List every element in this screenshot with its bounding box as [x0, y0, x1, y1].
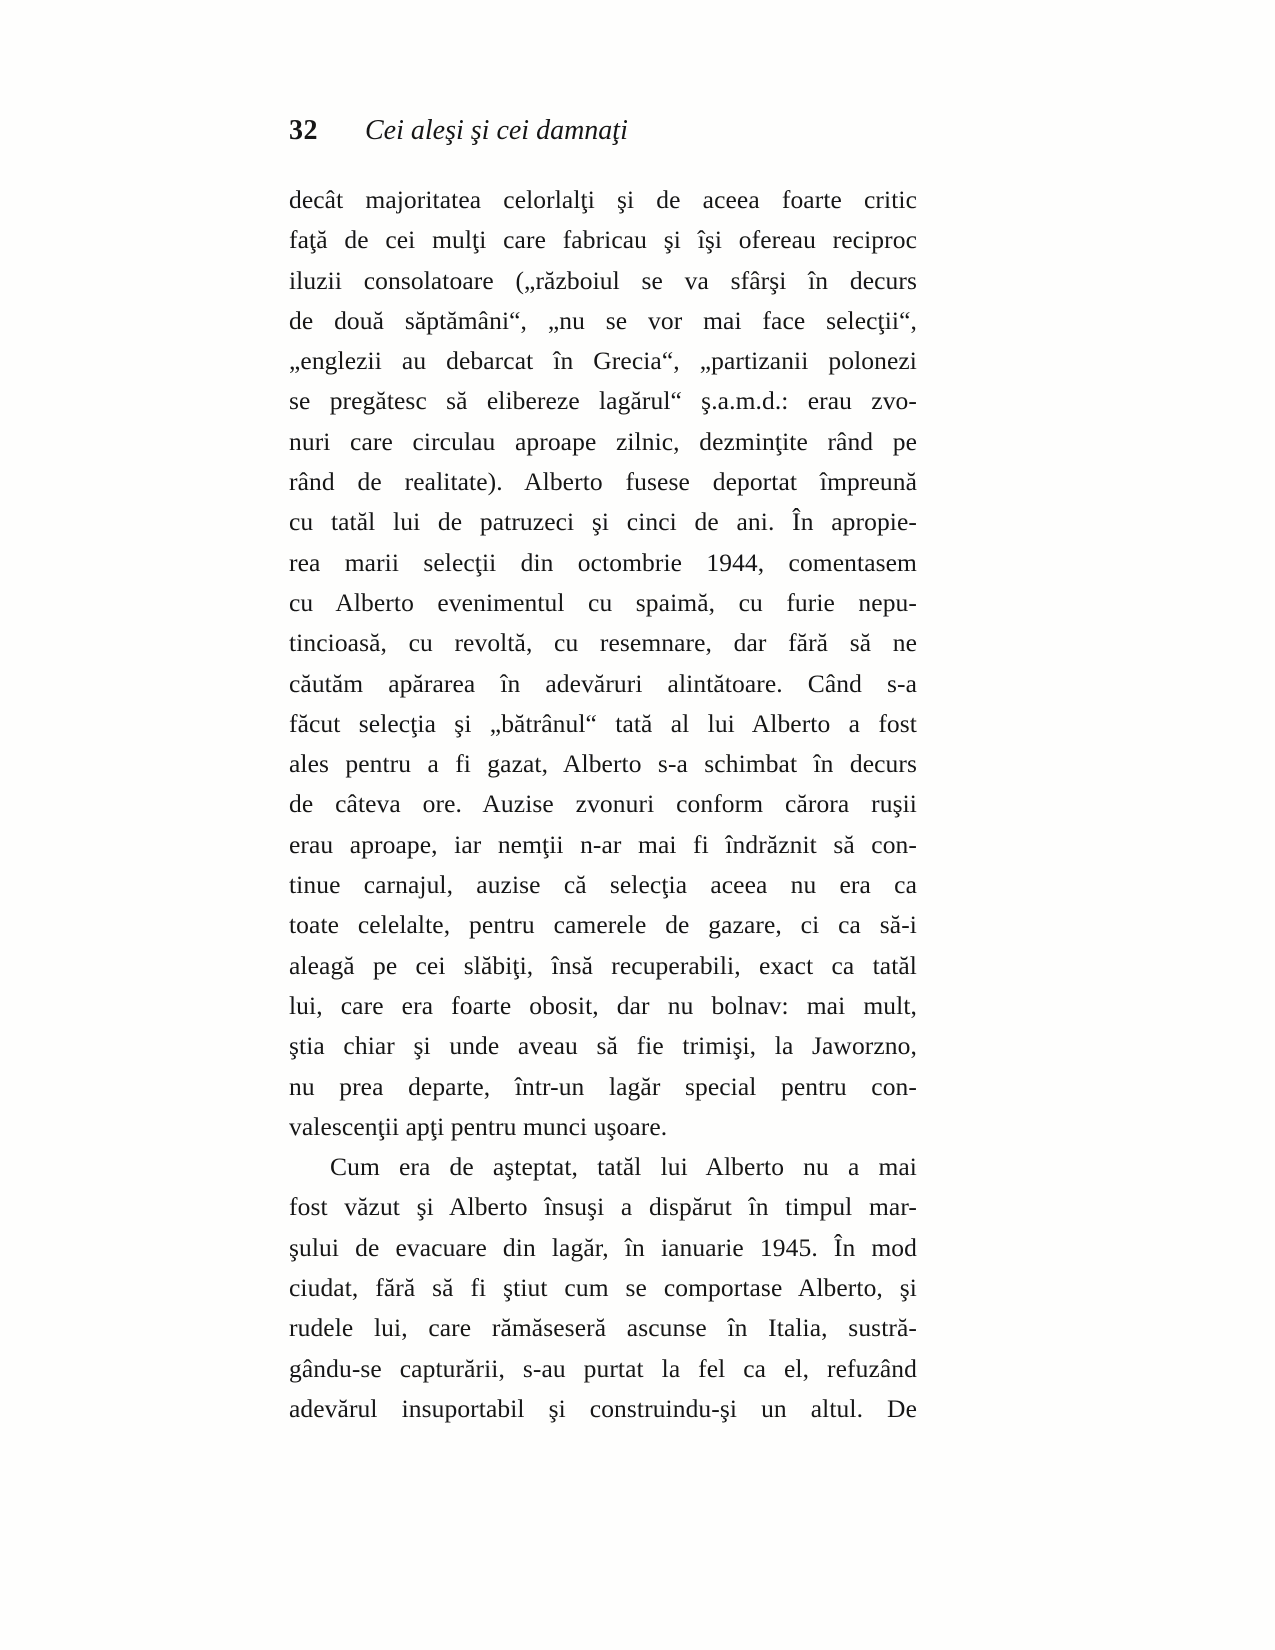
text-line: nuri care circulau aproape zilnic, dezminţite rând pe: [289, 426, 917, 456]
text-line: ales pentru a fi gazat, Alberto s-a schimbat în decurs: [289, 749, 917, 779]
running-title: Cei aleşi şi cei damnaţi: [365, 115, 628, 146]
text-line: căutăm apărarea în adevăruri alintătoare. Când s-a: [289, 668, 917, 698]
text-line: faţă de cei mulţi care fabricau şi îşi ofereau reciproc: [289, 225, 917, 255]
text-line: ciudat, fără să fi ştiut cum se comportase Alberto, şi: [289, 1273, 917, 1303]
text-line: tinue carnajul, auzise că selecţia aceea nu era ca: [289, 870, 917, 900]
text-line: aleagă pe cei slăbiţi, însă recuperabili, exact ca tatăl: [289, 950, 917, 980]
paragraph: [289, 1147, 917, 1429]
running-head: [289, 114, 917, 148]
text-line: rând de realitate). Alberto fusese deportat împreună: [289, 467, 917, 497]
text-line: fost văzut şi Alberto însuşi a dispărut în timpul mar-: [289, 1192, 917, 1222]
text-line: tincioasă, cu revoltă, cu resemnare, dar fără să ne: [289, 628, 917, 658]
text-line: cu tatăl lui de patruzeci şi cinci de ani. În apropie-: [289, 507, 917, 537]
text-line: de două săptămâni“, „nu se vor mai face selecţii“,: [289, 305, 917, 335]
text-line: rea marii selecţii din octombrie 1944, comentasem: [289, 547, 917, 577]
text-line: făcut selecţia şi „bătrânul“ tată al lui Alberto a fost: [289, 708, 917, 738]
text-line: toate celelalte, pentru camerele de gazare, ci ca să-i: [289, 910, 917, 940]
text-line: erau aproape, iar nemţii n-ar mai fi îndrăznit să con-: [289, 829, 917, 859]
text-line: valescenţii apţi pentru munci uşoare.: [289, 1111, 668, 1141]
text-line: „englezii au debarcat în Grecia“, „partizanii polonezi: [289, 346, 917, 376]
text-line: şului de evacuare din lagăr, în ianuarie 1945. În mod: [289, 1232, 917, 1262]
text-line: adevărul insuportabil şi construindu-şi un altul. De: [289, 1393, 917, 1423]
text-line: lui, care era foarte obosit, dar nu bolnav: mai mult,: [289, 990, 917, 1020]
text-line: cu Alberto evenimentul cu spaimă, cu furie nepu-: [289, 587, 917, 617]
text-line: iluzii consolatoare („războiul se va sfârşi în decurs: [289, 265, 917, 295]
page-content: [289, 114, 917, 1429]
text-line: ştia chiar şi unde aveau să fie trimişi, la Jaworzno,: [289, 1031, 917, 1061]
text-line: rudele lui, care rămăseseră ascunse în Italia, sustră-: [289, 1313, 917, 1343]
text-line: nu prea departe, într-un lagăr special pentru con-: [289, 1071, 917, 1101]
text-line: gându-se capturării, s-au purtat la fel ca el, refuzând: [289, 1353, 917, 1383]
text-line: decât majoritatea celorlalţi şi de aceea foarte critic: [289, 185, 917, 214]
text-line: de câteva ore. Auzise zvonuri conform cărora ruşii: [289, 789, 917, 819]
body-text: [289, 180, 917, 1429]
page-number: 32: [289, 115, 318, 146]
paragraph: [289, 180, 917, 1147]
text-line: se pregătesc să elibereze lagărul“ ş.a.m.d.: erau zvo-: [289, 386, 917, 416]
text-line: Cum era de aşteptat, tatăl lui Alberto nu a mai: [330, 1152, 917, 1182]
